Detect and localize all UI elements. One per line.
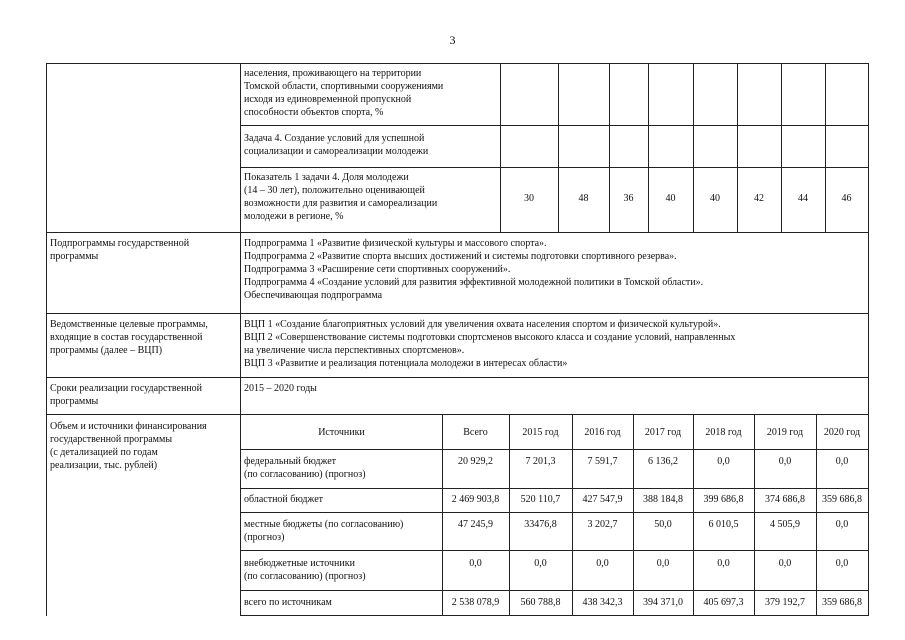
value-cell: 0,0 — [835, 456, 849, 467]
source-label: местные бюджеты (по согласованию) — [244, 519, 404, 530]
text-line: Задача 4. Создание условий для успешной — [244, 133, 425, 144]
value-cell: 399 686,8 — [703, 494, 744, 505]
text-line: Показатель 1 задачи 4. Доля молодежи — [244, 172, 409, 183]
text-line: (14 – 30 лет), положительно оценивающей — [244, 185, 425, 196]
value-cell: 2 469 903,8 — [451, 494, 500, 505]
value-cell: 379 192,7 — [765, 597, 805, 608]
label-line: государственной программы — [50, 434, 173, 445]
value-cell: 3 202,7 — [587, 519, 618, 530]
text-line: населения, проживающего на территории — [244, 68, 422, 79]
list-item: ВЦП 3 «Развитие и реализация потенциала молодежи в интересах области» — [244, 358, 568, 369]
list-item: Подпрограмма 2 «Развитие спорта высших достижений и системы подготовки спортивного резерва». — [244, 251, 677, 262]
value-cell: 7 591,7 — [587, 456, 618, 467]
text-line: исходя из единовременной пропускной — [244, 94, 412, 105]
header-year: 2019 год — [766, 427, 804, 438]
value-cell: 20 929,2 — [458, 456, 493, 467]
value-cell: 46 — [841, 193, 852, 204]
value-cell: 44 — [798, 193, 808, 204]
list-item: Обеспечивающая подпрограмма — [244, 290, 383, 301]
source-label: (по согласованию) (прогноз) — [244, 469, 366, 480]
source-label: областной бюджет — [244, 494, 324, 505]
text-line: возможности для развития и самореализации — [244, 198, 438, 209]
text-line: Томской области, спортивными сооружениями — [244, 81, 444, 92]
header-total: Всего — [463, 427, 488, 438]
header-year: 2020 год — [823, 427, 861, 438]
value-cell: 359 686,8 — [822, 494, 862, 505]
value-cell: 0,0 — [835, 519, 849, 530]
value-cell: 40 — [710, 193, 720, 204]
value-cell: 0,0 — [534, 558, 547, 569]
source-label: (прогноз) — [244, 532, 285, 543]
value-cell: 0,0 — [835, 558, 849, 569]
list-item: ВЦП 1 «Создание благоприятных условий для увеличения охвата населения спортом и физической культурой». — [244, 319, 721, 330]
value-cell: 359 686,8 — [822, 597, 862, 608]
value-cell: 520 110,7 — [520, 494, 561, 505]
value-cell: 0,0 — [656, 558, 670, 569]
value-cell: 394 371,0 — [643, 597, 683, 608]
value-cell: 388 184,8 — [643, 494, 683, 505]
text-line: молодежи в регионе, % — [244, 211, 344, 222]
value-cell: 4 505,9 — [770, 519, 800, 530]
value-cell: 36 — [623, 193, 634, 204]
terms-value: 2015 – 2020 годы — [244, 383, 317, 394]
list-item: ВЦП 2 «Совершенствование системы подготовки спортсменов высокого класса и создание условий, направленных — [244, 332, 736, 343]
value-cell: 30 — [524, 193, 534, 204]
header-year: 2015 год — [522, 427, 559, 438]
value-cell: 40 — [665, 193, 676, 204]
label-line: Сроки реализации государственной — [50, 383, 203, 394]
value-cell: 48 — [578, 193, 589, 204]
source-label: (по согласованию) (прогноз) — [244, 571, 366, 582]
page-number: 3 — [449, 33, 456, 47]
list-item: Подпрограмма 4 «Создание условий для развития эффективной молодежной политики в Томской области». — [244, 277, 704, 288]
value-cell: 427 547,9 — [582, 494, 623, 505]
value-cell: 0,0 — [778, 456, 792, 467]
label-line: программы — [50, 251, 99, 262]
value-cell: 7 201,3 — [525, 456, 556, 467]
source-label: внебюджетные источники — [244, 558, 355, 569]
list-item: на увеличение числа перспективных спортсменов». — [244, 345, 465, 356]
header-sources: Источники — [318, 427, 365, 438]
label-line: входящие в состав государственной — [50, 332, 203, 343]
value-cell: 405 697,3 — [703, 597, 744, 608]
value-cell: 47 245,9 — [458, 519, 493, 530]
list-item: Подпрограмма 3 «Расширение сети спортивных сооружений». — [244, 264, 511, 275]
header-year: 2018 год — [705, 427, 742, 438]
value-cell: 0,0 — [469, 558, 482, 569]
source-label: федеральный бюджет — [244, 456, 337, 467]
value-cell: 0,0 — [717, 558, 730, 569]
value-cell: 6 010,5 — [708, 519, 739, 530]
value-cell: 0,0 — [717, 456, 730, 467]
value-cell: 42 — [754, 193, 764, 204]
header-year: 2017 год — [644, 427, 682, 438]
value-cell: 50,0 — [654, 519, 672, 530]
text-line: социализации и самореализации молодежи — [244, 146, 429, 157]
value-cell: 0,0 — [596, 558, 609, 569]
value-cell: 6 136,2 — [648, 456, 678, 467]
label-line: Объем и источники финансирования — [50, 421, 207, 432]
label-line: (с детализацией по годам — [50, 447, 158, 458]
list-item: Подпрограмма 1 «Развитие физической культуры и массового спорта». — [244, 238, 547, 249]
header-year: 2016 год — [584, 427, 621, 438]
value-cell: 33476,8 — [524, 519, 557, 530]
value-cell: 0,0 — [778, 558, 792, 569]
source-label: всего по источникам — [244, 597, 332, 608]
label-line: Ведомственные целевые программы, — [50, 319, 208, 330]
label-line: реализации, тыс. рублей) — [50, 460, 158, 471]
label-line: Подпрограммы государственной — [50, 238, 190, 249]
value-cell: 2 538 078,9 — [451, 597, 500, 608]
value-cell: 438 342,3 — [582, 597, 623, 608]
label-line: программы (далее – ВЦП) — [50, 345, 163, 356]
text-line: способности объектов спорта, % — [244, 107, 384, 118]
label-line: программы — [50, 396, 99, 407]
value-cell: 560 788,8 — [520, 597, 561, 608]
value-cell: 374 686,8 — [765, 494, 805, 505]
